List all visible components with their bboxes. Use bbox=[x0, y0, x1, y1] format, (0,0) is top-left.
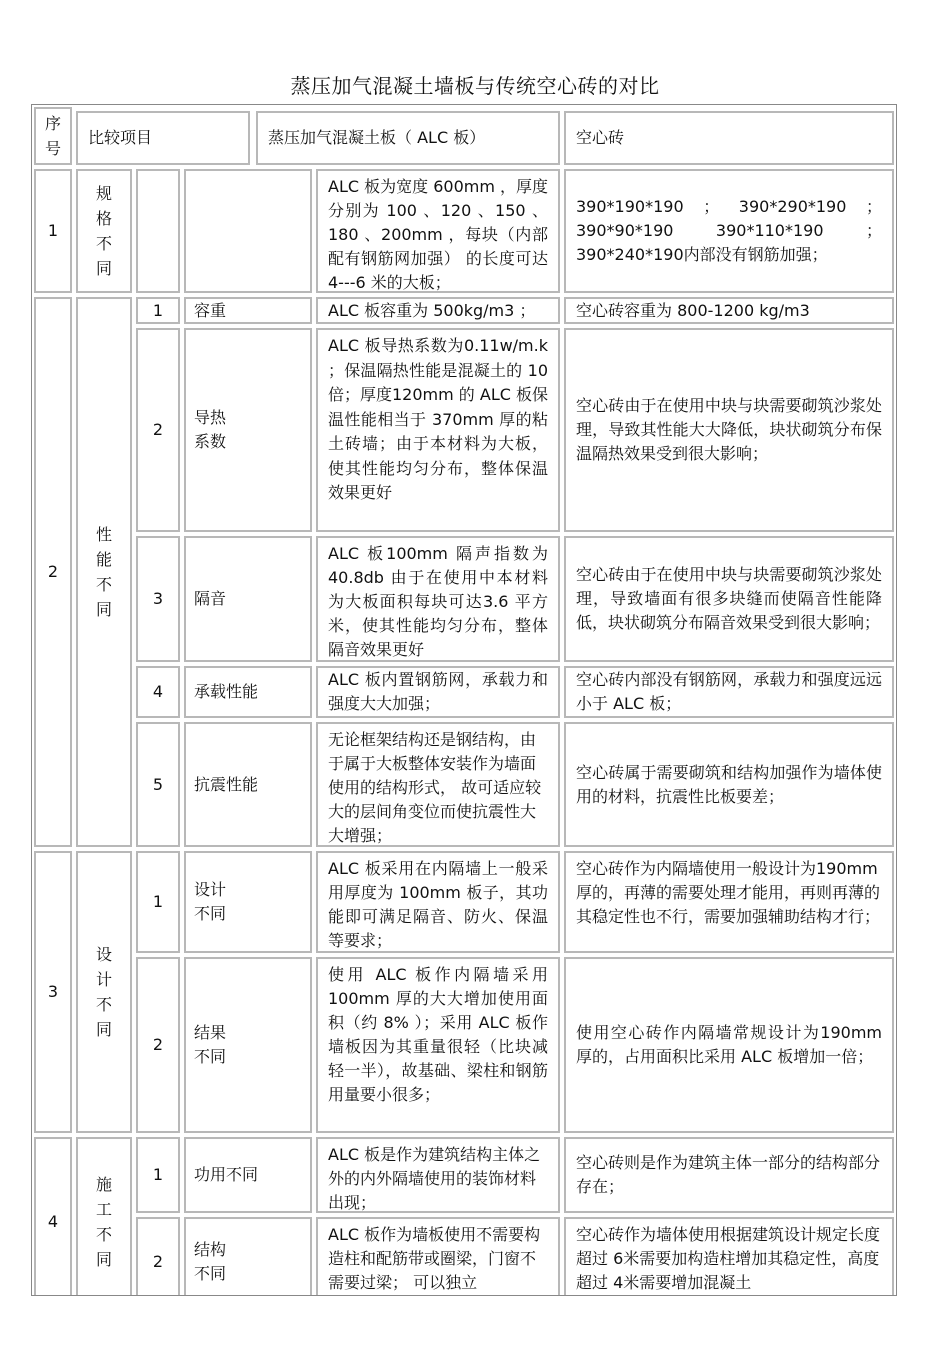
brick-cell: 使用空心砖作内隔墙常规设计为190mm 厚的，占用面积比采用 ALC 板增加一倍； bbox=[564, 957, 894, 1133]
brick-cell: 空心砖属于需要砌筑和结构加强作为墙体使用的材料，抗震性比板要差； bbox=[564, 722, 894, 847]
item-name-text: 结构不同 bbox=[194, 1240, 227, 1283]
alc-cell: ALC 板导热系数为0.11w/m.k ；保温隔热性能是混凝土的 10 倍；厚度120mm 的 ALC 板保温性能相当于 370mm 厚的粘土砖墙；由于本材料为大板，使其性能均匀分布，整体保温效果更好 bbox=[316, 328, 560, 532]
alc-cell: ALC 板容重为 500kg/m3 ； bbox=[316, 297, 560, 324]
alc-cell: 使用 ALC 板作内隔墙采用100mm 厚的大大增加使用面积（约 8% ）；采用 ALC 板作墙板因为其重量很轻（比块减轻一半），故基础、梁柱和钢筋用量要小很多； bbox=[316, 957, 560, 1133]
alc-cell: ALC 板采用在内隔墙上一般采用厚度为 100mm 板子，其功能即可满足隔音、防火、保温等要求； bbox=[316, 851, 560, 953]
header-alc: 蒸压加气混凝土板（ ALC 板） bbox=[256, 111, 560, 165]
group-name-text: 性能不同 bbox=[95, 525, 112, 619]
item-name-cell bbox=[184, 851, 312, 953]
brick-cell: 空心砖作为墙体使用根据建筑设计规定长度超过 6米需要加构造柱增加其稳定性，高度超过 4米需要增加混凝土 bbox=[564, 1217, 894, 1296]
sub-number-cell: 1 bbox=[136, 851, 180, 953]
brick-cell: 空心砖则是作为建筑主体一部分的结构部分存在； bbox=[564, 1137, 894, 1213]
alc-cell: ALC 板内置钢筋网，承载力和强度大大加强； bbox=[316, 666, 560, 718]
item-name-cell: 隔音 bbox=[184, 536, 312, 662]
item-name-text: 导热系数 bbox=[194, 408, 227, 451]
header-seq-text: 序号 bbox=[44, 114, 61, 158]
group-name bbox=[76, 169, 132, 293]
header-brick: 空心砖 bbox=[564, 111, 894, 165]
alc-cell: ALC 板是作为建筑结构主体之外的内外隔墙使用的装饰材料出现； bbox=[316, 1137, 560, 1213]
sub-number-cell: 3 bbox=[136, 536, 180, 662]
group-number: 3 bbox=[34, 851, 72, 1133]
alc-cell: ALC 板作为墙板使用不需要构造柱和配筋带或圈梁，门窗不需要过梁； 可以独立 bbox=[316, 1217, 560, 1296]
brick-cell: 390*190*190 ； 390*290*190 ； 390*90*190 390*110*190 ； 390*240*190内部没有钢筋加强； bbox=[564, 169, 894, 293]
item-name-cell: 承载性能 bbox=[184, 666, 312, 718]
item-name-cell bbox=[184, 328, 312, 532]
sub-number-cell: 5 bbox=[136, 722, 180, 847]
group-number: 2 bbox=[34, 297, 72, 847]
alc-cell: ALC 板100mm 隔声指数为40.8db 由于在使用中本材料为大板面积每块可达3.6 平方米，使其性能均匀分布，整体隔音效果更好 bbox=[316, 536, 560, 662]
group-name-text: 施工不同 bbox=[95, 1175, 112, 1269]
sub-number-cell: 2 bbox=[136, 957, 180, 1133]
group-number: 1 bbox=[34, 169, 72, 293]
group-name-text: 设计不同 bbox=[95, 945, 112, 1039]
brick-cell: 空心砖由于在使用中块与块需要砌筑沙浆处理，导致墙面有很多块缝而使隔音性能降低，块状砌筑分布隔音效果受到很大影响； bbox=[564, 536, 894, 662]
item-name-cell bbox=[184, 957, 312, 1133]
brick-cell: 空心砖容重为 800-1200 kg/m3 bbox=[564, 297, 894, 324]
group-name-text: 规格不同 bbox=[95, 184, 112, 278]
header-seq bbox=[34, 107, 72, 165]
group-name bbox=[76, 1137, 132, 1296]
brick-cell: 空心砖作为内隔墙使用一般设计为190mm 厚的，再薄的需要处理才能用，再则再薄的其稳定性也不行，需要加强辅助结构才行； bbox=[564, 851, 894, 953]
sub-number-cell bbox=[136, 169, 180, 293]
alc-cell: 无论框架结构还是钢结构，由于属于大板整体安装作为墙面使用的结构形式， 故可适应较大的层间角变位而使抗震性大大增强； bbox=[316, 722, 560, 847]
item-name-text: 设计不同 bbox=[194, 880, 227, 923]
item-name-cell: 抗震性能 bbox=[184, 722, 312, 847]
group-name bbox=[76, 851, 132, 1133]
sub-number-cell: 2 bbox=[136, 328, 180, 532]
item-name-cell bbox=[184, 169, 312, 293]
document-title: 蒸压加气混凝土墙板与传统空心砖的对比 bbox=[290, 74, 660, 98]
header-item: 比较项目 bbox=[76, 111, 250, 165]
item-name-text: 结果不同 bbox=[194, 1023, 227, 1066]
sub-number-cell: 1 bbox=[136, 297, 180, 324]
sub-number-cell: 1 bbox=[136, 1137, 180, 1213]
item-name-cell: 功用不同 bbox=[184, 1137, 312, 1213]
alc-cell: ALC 板为宽度 600mm ，厚度分别为 100 、120 、150 、180 、200mm ，每块（内部配有钢筋网加强） 的长度可达4---6 米的大板； bbox=[316, 169, 560, 293]
item-name-cell: 容重 bbox=[184, 297, 312, 324]
sub-number-cell: 4 bbox=[136, 666, 180, 718]
brick-cell: 空心砖内部没有钢筋网，承载力和强度远远小于 ALC 板； bbox=[564, 666, 894, 718]
group-name bbox=[76, 297, 132, 847]
comparison-table bbox=[31, 104, 897, 1296]
item-name-cell bbox=[184, 1217, 312, 1296]
sub-number-cell: 2 bbox=[136, 1217, 180, 1296]
group-number: 4 bbox=[34, 1137, 72, 1296]
brick-cell: 空心砖由于在使用中块与块需要砌筑沙浆处理，导致其性能大大降低，块状砌筑分布保温隔热效果受到很大影响； bbox=[564, 328, 894, 532]
